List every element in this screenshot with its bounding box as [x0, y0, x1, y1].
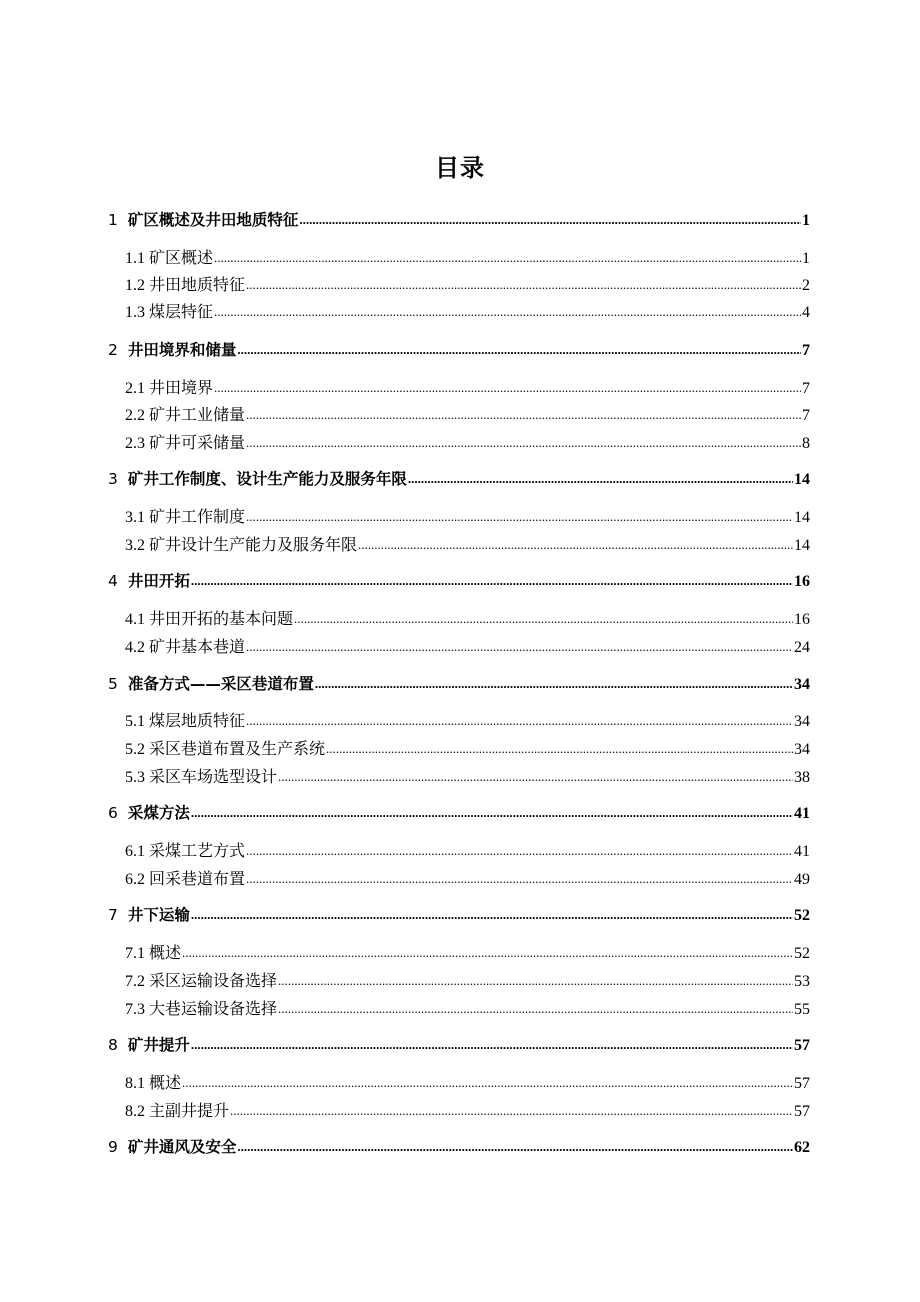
dot-leader	[246, 509, 793, 525]
toc-page-number: 14	[794, 471, 810, 488]
toc-page-number: 1	[802, 212, 810, 229]
chapter-number: 7	[108, 906, 118, 924]
chapter-title: 采煤方法	[127, 804, 190, 822]
toc-entry-label	[108, 467, 407, 489]
toc-entry-label	[108, 1033, 190, 1055]
dot-leader	[214, 250, 801, 266]
chapter-title: 矿井工作制度、设计生产能力及服务年限	[127, 470, 407, 488]
chapter-title: 井下运输	[127, 906, 190, 924]
dot-leader	[246, 871, 793, 887]
toc-page-number: 16	[794, 573, 810, 590]
toc-entry-label	[108, 338, 236, 360]
dot-leader	[182, 1075, 793, 1091]
toc-section-3-1[interactable]	[125, 504, 810, 528]
toc-section-7-3[interactable]	[125, 996, 810, 1020]
toc-page-number: 52	[794, 945, 810, 962]
toc-page-number: 41	[794, 805, 810, 822]
dot-leader	[358, 537, 793, 553]
toc-section-5-3[interactable]	[125, 764, 810, 788]
toc-page-number: 41	[794, 843, 810, 860]
page-title: 目录	[435, 154, 485, 182]
dot-leader	[246, 639, 793, 655]
toc-section-6-1[interactable]	[125, 838, 810, 862]
toc-page-number: 34	[794, 676, 810, 693]
dot-leader	[214, 380, 801, 396]
chapter-number: 9	[108, 1138, 118, 1156]
toc-section-4-2[interactable]	[125, 634, 810, 658]
dot-leader	[278, 769, 793, 785]
toc-chapter-9[interactable]	[108, 1135, 810, 1159]
dot-leader	[191, 907, 793, 923]
section-title: 1.2 井田地质特征	[125, 277, 246, 294]
chapter-number: 6	[108, 804, 118, 822]
section-title: 3.1 矿井工作制度	[125, 509, 246, 526]
toc-page-number: 1	[802, 250, 810, 267]
toc-entry-label	[108, 569, 190, 591]
chapter-number: 1	[108, 211, 118, 229]
section-title: 2.3 矿井可采储量	[125, 435, 246, 452]
toc-page-number: 24	[794, 639, 810, 656]
chapter-number: 4	[108, 572, 118, 590]
toc-chapter-2[interactable]	[108, 338, 810, 362]
chapter-title: 矿井通风及安全	[127, 1138, 237, 1156]
section-title: 4.1 井田开拓的基本问题	[125, 611, 294, 628]
toc-section-2-2[interactable]	[125, 402, 810, 426]
dot-leader	[246, 713, 793, 729]
toc-page-number: 57	[794, 1075, 810, 1092]
toc-chapter-3[interactable]	[108, 467, 810, 491]
toc-section-1-1[interactable]	[125, 245, 810, 269]
chapter-title: 矿井提升	[127, 1036, 190, 1054]
dot-leader	[278, 1001, 793, 1017]
toc-section-1-2[interactable]	[125, 272, 810, 296]
toc-page-number: 38	[794, 769, 810, 786]
toc-section-7-2[interactable]	[125, 968, 810, 992]
toc-page-number: 8	[802, 435, 810, 452]
chapter-title: 井田境界和储量	[127, 341, 237, 359]
chapter-number: 3	[108, 470, 118, 488]
chapter-title: 准备方式——采区巷道布置	[127, 675, 314, 693]
dot-leader	[246, 407, 801, 423]
dot-leader	[237, 342, 801, 358]
toc-page-number: 2	[802, 277, 810, 294]
toc-section-5-1[interactable]	[125, 708, 810, 732]
toc-page-number: 7	[802, 407, 810, 424]
toc-page-number: 7	[802, 380, 810, 397]
toc-chapter-6[interactable]	[108, 801, 810, 825]
dot-leader	[191, 1037, 793, 1053]
section-title: 8.2 主副井提升	[125, 1103, 230, 1120]
chapter-title: 矿区概述及井田地质特征	[127, 211, 299, 229]
dot-leader	[246, 843, 793, 859]
toc-section-4-1[interactable]	[125, 606, 810, 630]
toc-section-6-2[interactable]	[125, 866, 810, 890]
dot-leader	[408, 471, 793, 487]
section-title: 6.2 回采巷道布置	[125, 871, 246, 888]
section-title: 7.1 概述	[125, 945, 182, 962]
toc-page-number: 57	[794, 1103, 810, 1120]
dot-leader	[230, 1103, 793, 1119]
toc-page-number: 53	[794, 973, 810, 990]
toc-chapter-8[interactable]	[108, 1033, 810, 1057]
toc-page-number: 49	[794, 871, 810, 888]
dot-leader	[214, 304, 801, 320]
section-title: 1.3 煤层特征	[125, 304, 214, 321]
toc-section-8-1[interactable]	[125, 1070, 810, 1094]
section-title: 2.2 矿井工业储量	[125, 407, 246, 424]
toc-page-number: 34	[794, 741, 810, 758]
section-title: 1.1 矿区概述	[125, 250, 214, 267]
chapter-title: 井田开拓	[127, 572, 190, 590]
section-title: 8.1 概述	[125, 1075, 182, 1092]
dot-leader	[246, 435, 801, 451]
dot-leader	[278, 973, 793, 989]
section-title: 7.3 大巷运输设备选择	[125, 1001, 278, 1018]
dot-leader	[294, 611, 793, 627]
toc-section-8-2[interactable]	[125, 1098, 810, 1122]
section-title: 4.2 矿井基本巷道	[125, 639, 246, 656]
chapter-number: 2	[108, 341, 118, 359]
section-title: 5.3 采区车场选型设计	[125, 769, 278, 786]
toc-page-number: 16	[794, 611, 810, 628]
toc-entry-label	[108, 1135, 236, 1157]
section-title: 7.2 采区运输设备选择	[125, 973, 278, 990]
section-title: 5.1 煤层地质特征	[125, 713, 246, 730]
toc-section-2-3[interactable]	[125, 430, 810, 454]
toc-page-number: 4	[802, 304, 810, 321]
dot-leader	[315, 676, 793, 692]
toc-section-2-1[interactable]	[125, 375, 810, 399]
toc-entry-label	[108, 672, 314, 694]
toc-page-number: 7	[802, 342, 810, 359]
dot-leader	[326, 741, 793, 757]
dot-leader	[299, 212, 801, 228]
toc-section-5-2[interactable]	[125, 736, 810, 760]
chapter-number: 5	[108, 675, 118, 693]
dot-leader	[191, 573, 793, 589]
chapter-number: 8	[108, 1036, 118, 1054]
toc-page-number: 62	[794, 1139, 810, 1156]
dot-leader	[246, 277, 801, 293]
section-title: 6.1 采煤工艺方式	[125, 843, 246, 860]
dot-leader	[237, 1139, 793, 1155]
section-title: 2.1 井田境界	[125, 380, 214, 397]
toc-page-number: 55	[794, 1001, 810, 1018]
toc-page-number: 52	[794, 907, 810, 924]
toc-chapter-7[interactable]	[108, 903, 810, 927]
toc-page-number: 14	[794, 509, 810, 526]
dot-leader	[182, 945, 793, 961]
toc-section-3-2[interactable]	[125, 532, 810, 556]
toc-chapter-1[interactable]	[108, 208, 810, 232]
toc-entry-label	[108, 903, 190, 925]
toc-section-7-1[interactable]	[125, 940, 810, 964]
toc-chapter-5[interactable]	[108, 672, 810, 696]
section-title: 3.2 矿井设计生产能力及服务年限	[125, 537, 358, 554]
dot-leader	[191, 805, 793, 821]
toc-entry-label	[108, 801, 190, 823]
toc-chapter-4[interactable]	[108, 569, 810, 593]
toc-page-number: 14	[794, 537, 810, 554]
toc-entry-label	[108, 208, 298, 230]
toc-page-number: 34	[794, 713, 810, 730]
toc-section-1-3[interactable]	[125, 299, 810, 323]
toc-page-number: 57	[794, 1037, 810, 1054]
section-title: 5.2 采区巷道布置及生产系统	[125, 741, 326, 758]
